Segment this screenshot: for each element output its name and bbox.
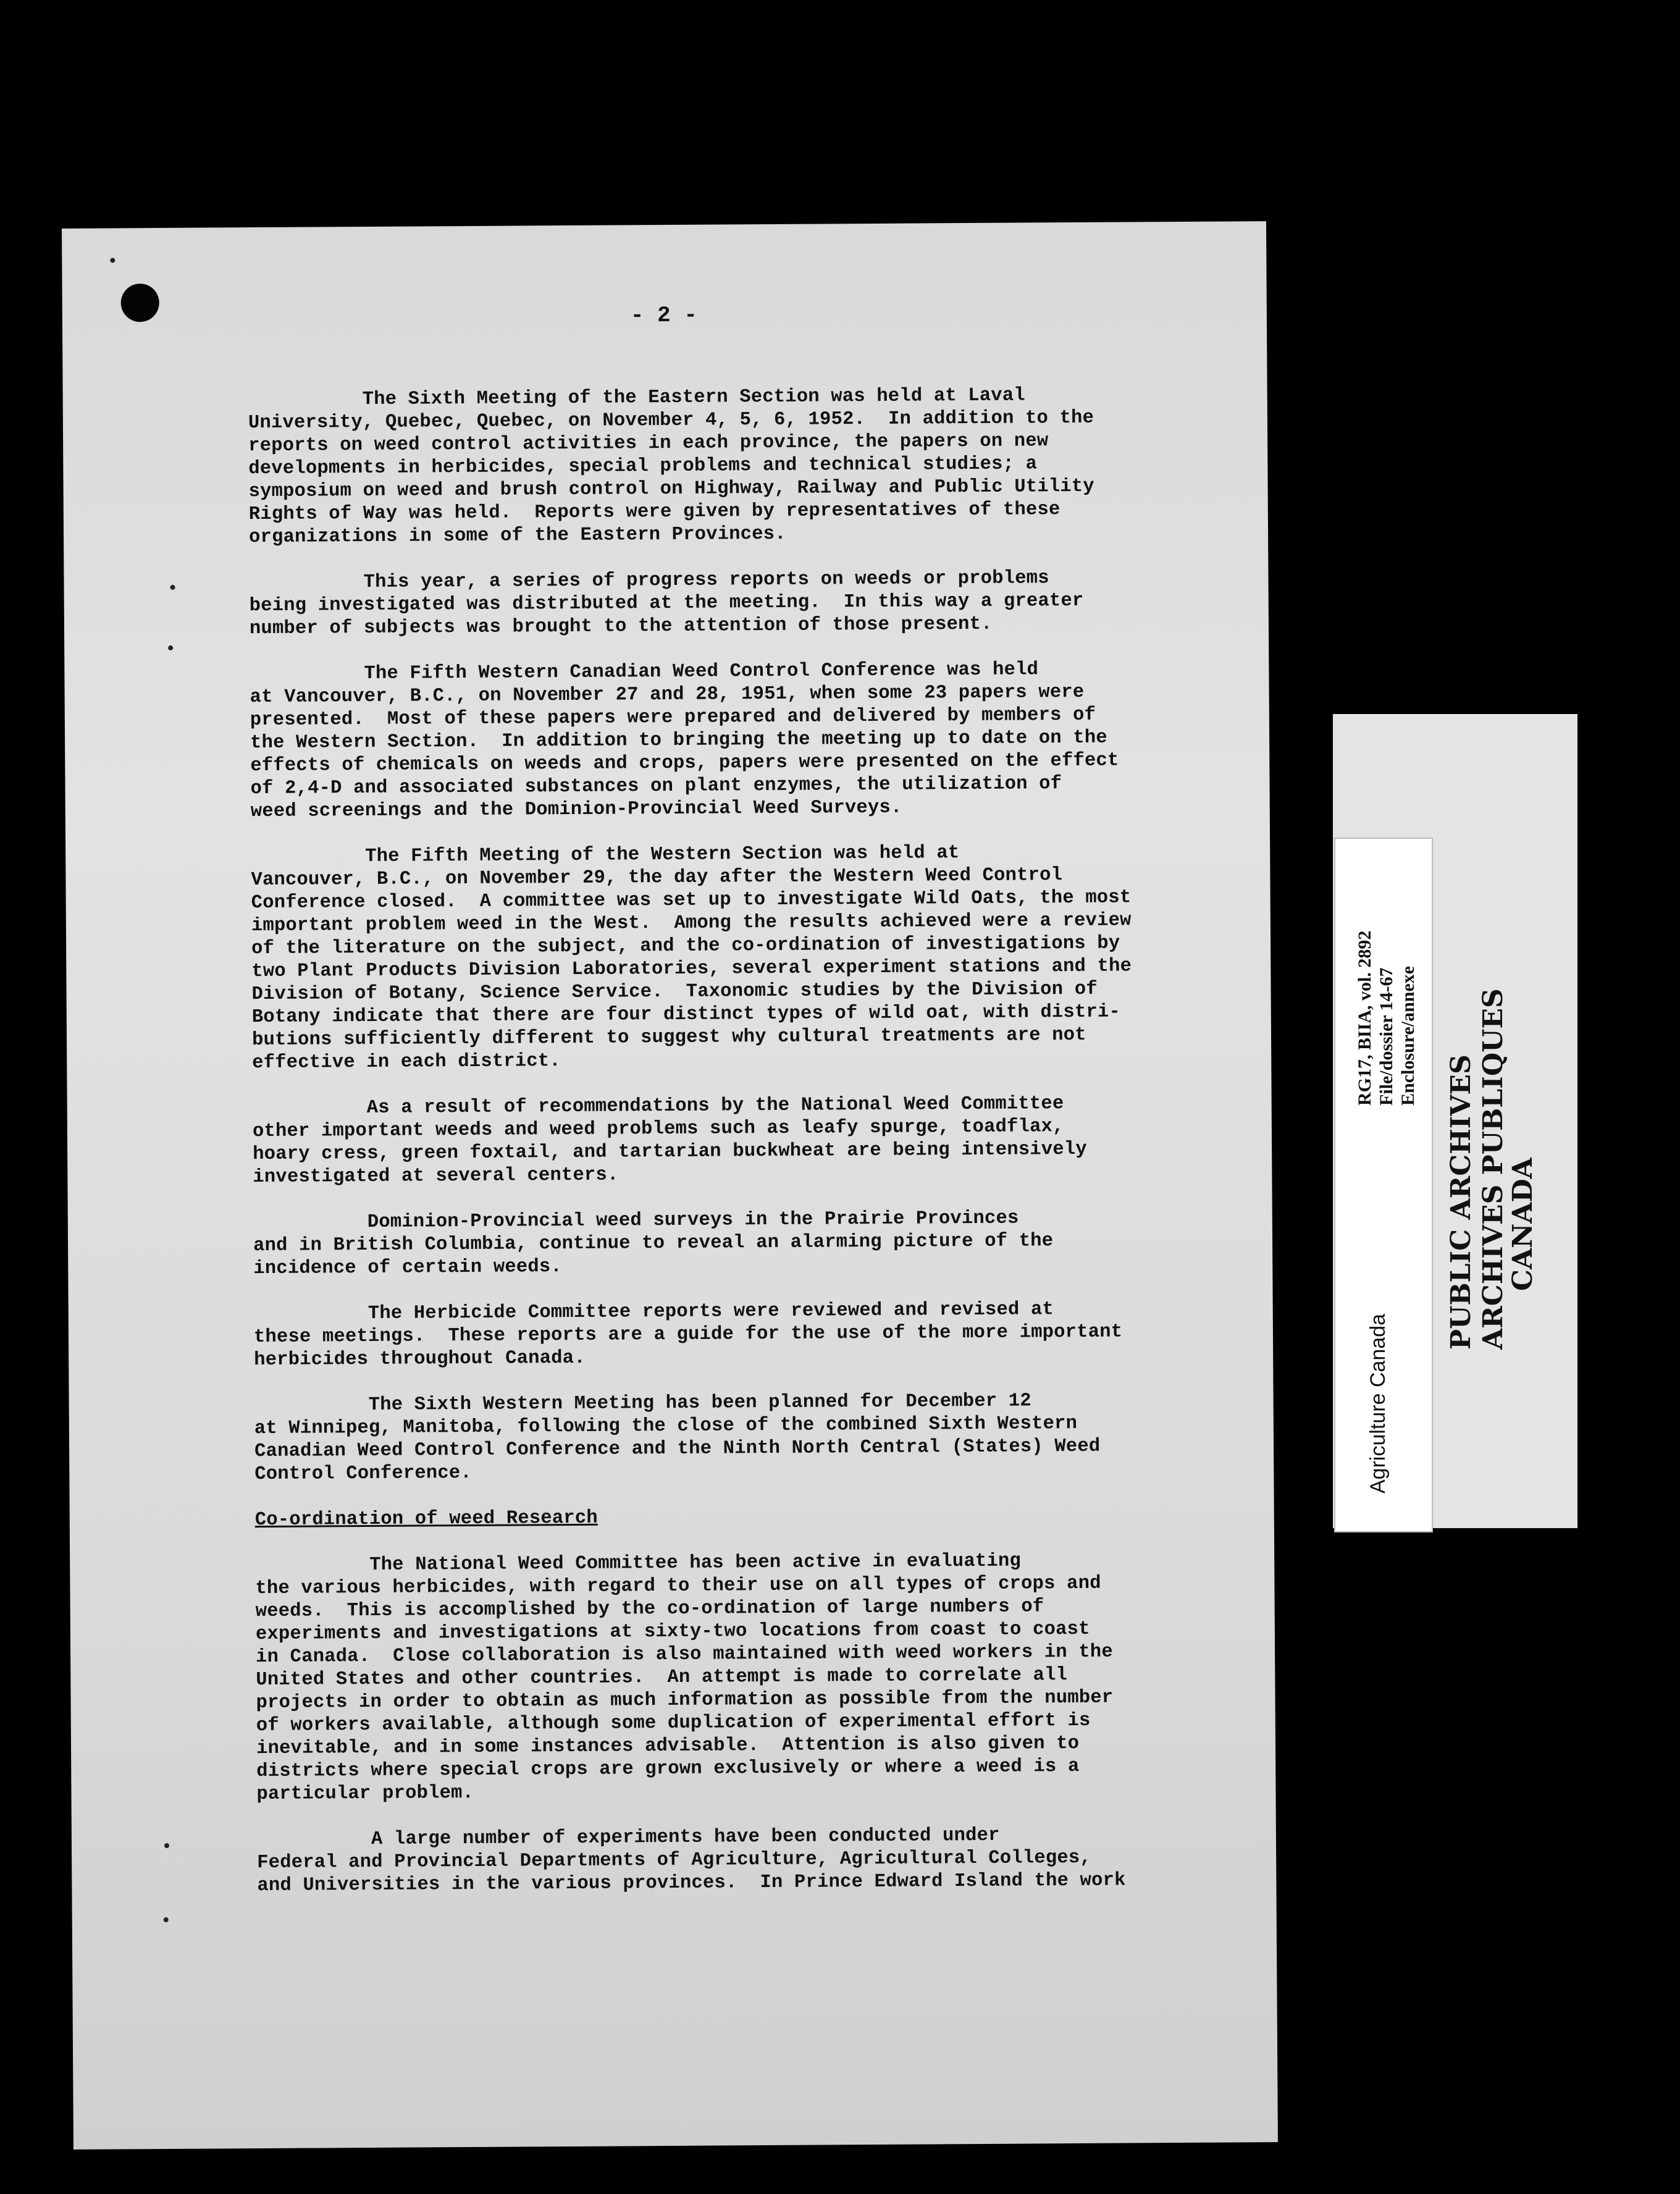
page-speck [164, 1917, 169, 1922]
paragraph-herbicide-committee: The Herbicide Committee reports were reviewed and revised at these meetings. These reports are a guide for the use of the more important herbicides throughout Canada. [253, 1299, 1123, 1371]
archive-enclosure: Enclosure/annexe [1398, 965, 1418, 1106]
archive-stamp-line1: PUBLIC ARCHIVES [1445, 1054, 1477, 1350]
page-speck [110, 258, 115, 263]
paragraph-experiments: A large number of experiments have been conducted under Federal and Provincial Departments of Agriculture, Agricultural Colleges, and Universities in the various provinces. In Prince Edward Island the work [256, 1825, 1126, 1897]
paragraph-national-committee: The National Weed Committee has been active in evaluating the various herbicides, with regard to their use on all types of crops and weeds. This is accomplished by the co-ordination of large numbers of experiments and investigations at sixty-two locations from coast to coast in Canada. Close collaboration is also maintained with weed workers in the United States and other countries. An attempt is made to correlate all projects in order to obtain as much information as possible from the number of workers available, although some duplication of experimental effort is inevitable, and in some instances advisable. Attention is also given to districts where special crops are grown exclusively or where a weed is a particular problem. [255, 1550, 1114, 1805]
punch-hole [121, 284, 159, 322]
archive-reference: RG17, BIIA, vol. 2892 [1354, 930, 1375, 1106]
archive-file: File/dossier 14-67 [1376, 967, 1396, 1106]
paragraph-recommendations: As a result of recommendations by the National Weed Committee other important weeds and weed problems such as leafy spurge, toadflax, hoary cress, green foxtail, and tartarian buckwheat are being intensively investigated at several centers. [252, 1093, 1087, 1188]
document-body [248, 384, 1221, 1920]
page-speck [170, 585, 175, 590]
document-page [62, 221, 1278, 2150]
paragraph-progress-reports: This year, a series of progress reports on weeds or problems being investigated was distributed at the meeting. In this way a greater number of subjects was brought to the attention of those present. [249, 568, 1084, 640]
page-speck [168, 645, 173, 650]
archive-stamp-line2: ARCHIVES PUBLIQUES [1477, 988, 1509, 1350]
paragraph-western-section: The Fifth Meeting of the Western Section was held at Vancouver, B.C., on November 29, the day after the Western Weed Control Conference closed. A committee was set up to investigate Wild Oats, the most important problem weed in the West. Among the results achieved were a review of the literature on the subject, and the co-ordination of investigations by two Plant Products Division Laboratories, several experiment stations and the Division of Botany, Science Service. Taxonomic studies by the Division of Botany indicate that there are four distinct types of wild oat, with distri- butions sufficiently different to suggest why cultural treatments are not effective in each district. [251, 843, 1132, 1074]
paragraph-weed-surveys: Dominion-Provincial weed surveys in the Prairie Provinces and in British Columbia, continue to reveal an alarming picture of the incidence of certain weeds. [253, 1208, 1054, 1280]
archive-department: Agriculture Canada [1366, 1313, 1390, 1494]
archive-stamp-line3: CANADA [1507, 1158, 1539, 1291]
page-number: - 2 - [630, 302, 698, 329]
page-speck [164, 1843, 169, 1848]
section-heading: Co-ordination of weed Research [254, 1507, 598, 1531]
paragraph-eastern-meeting: The Sixth Meeting of the Eastern Section was held at Laval University, Quebec, Quebec, on November 4, 5, 6, 1952. In addition to the reports on weed control activities in each province, the papers on new developments in herbicides, special problems and technical studies; a symposium on weed and brush control on Highway, Railway and Public Utility Rights of Way was held. Reports were given by representatives of these organizations in some of the Eastern Provinces. [248, 385, 1094, 548]
paragraph-sixth-western-meeting: The Sixth Western Meeting has been planned for December 12 at Winnipeg, Manitoba, following the close of the combined Sixth Western Canadian Weed Control Conference and the Ninth North Central (States) Weed Control Conference. [254, 1390, 1101, 1486]
paragraph-western-conference: The Fifth Western Canadian Weed Control Conference was held at Vancouver, B.C., on November 27 and 28, 1951, when some 23 papers were presented. Most of these papers were prepared and delivered by members of the Western Section. In addition to bringing the meeting up to date on the effects of chemicals on weeds and crops, papers were presented on the effect of 2,4-D and associated substances on plant enzymes, the utilization of weed screenings and the Dominion-Provincial Weed Surveys. [250, 659, 1119, 823]
